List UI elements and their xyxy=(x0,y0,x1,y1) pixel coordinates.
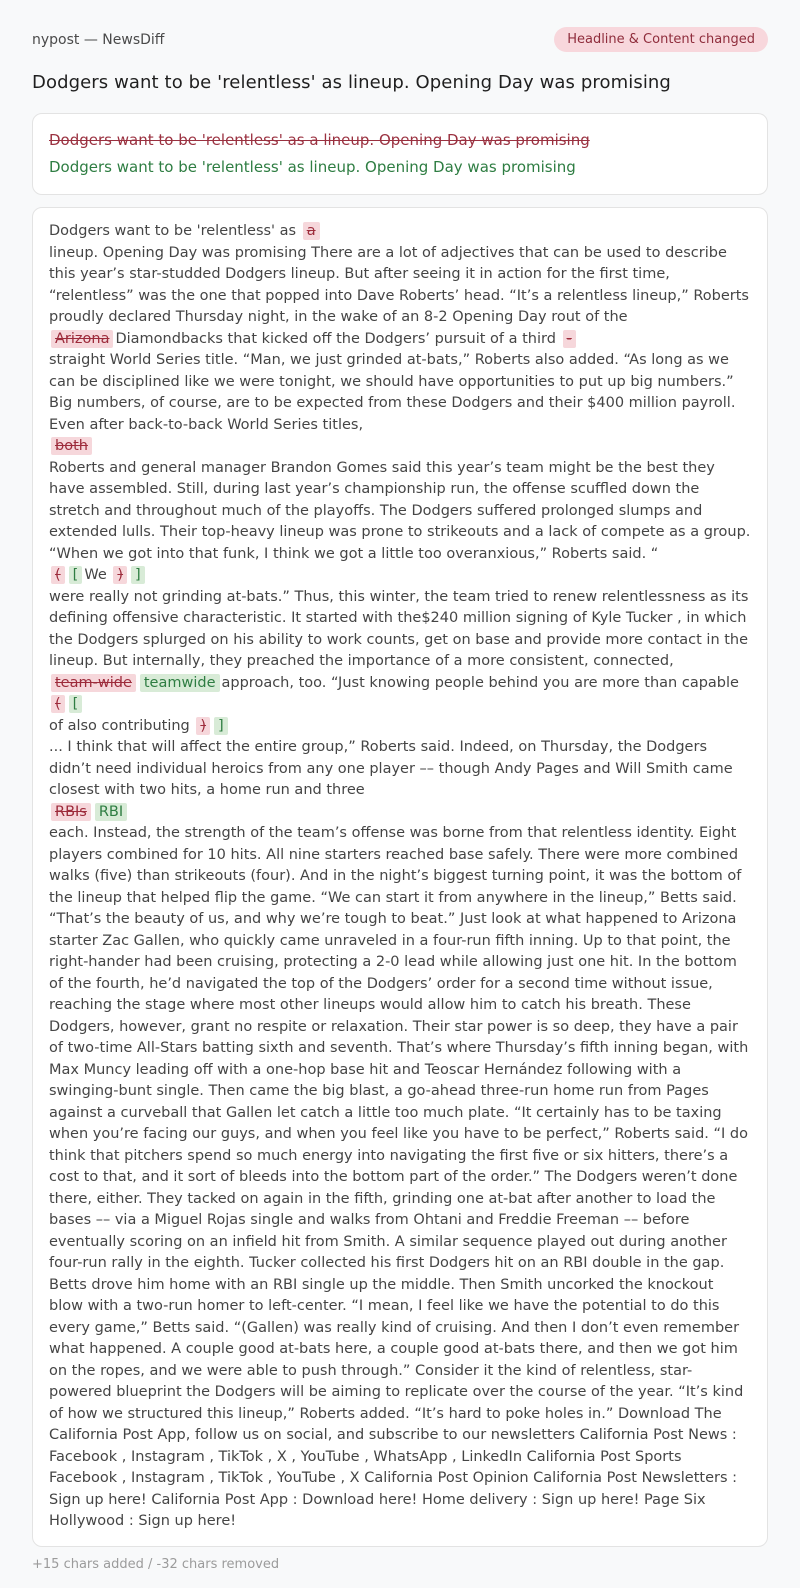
unchanged-text: Roberts and general manager Brandon Gomes said this year’s team might be the best they have assembled. Still, during last year’s championship run, the offense scuffled down the stretch and throughout much of the playoffs. The Dodgers suffered prolonged slumps and extended lulls. Their top-heavy lineup was prone to strikeouts and a lack of compete as a group. “When we got into that funk, I think we got a little too overanxious,” Roberts said. “ xyxy=(49,459,751,562)
removed-text: Arizona xyxy=(51,330,113,348)
removed-text: ( xyxy=(51,566,65,584)
unchanged-text: straight World Series title. “Man, we just grinded at-bats,” Roberts also added. “As long as we can be disciplined like we were tonight, we should have opportunities to put up big numbers.” Big numbers, of course, are to be expected from these Dodgers and their $400 million payroll. Even after back-to-back World Series titles, xyxy=(49,352,736,433)
article-diff-card xyxy=(32,207,768,1547)
page-title: Dodgers want to be 'relentless' as lineup. Opening Day was promising xyxy=(32,72,671,93)
source-label: nypost — NewsDiff xyxy=(32,31,165,48)
status-badge: Headline & Content changed xyxy=(554,27,768,52)
unchanged-text: Diamondbacks that kicked off the Dodgers’ pursuit of a third xyxy=(115,330,556,347)
removed-text: team-wide xyxy=(51,674,136,692)
article-diff-body xyxy=(49,221,751,1533)
added-text: teamwide xyxy=(140,674,220,692)
removed-text: ) xyxy=(196,717,210,735)
removed-text: - xyxy=(563,330,576,348)
unchanged-text: Dodgers want to be 'relentless' as xyxy=(49,223,297,239)
removed-text: ( xyxy=(51,695,65,713)
removed-text: both xyxy=(51,437,92,455)
unchanged-text: of also contributing xyxy=(49,717,190,734)
headline-old: Dodgers want to be 'relentless' as a lineup. Opening Day was promising xyxy=(49,131,590,149)
headline-new: Dodgers want to be 'relentless' as lineup. Opening Day was promising xyxy=(49,158,576,176)
header xyxy=(32,27,768,52)
removed-text: RBIs xyxy=(51,803,91,821)
unchanged-text: ... I think that will affect the entire group,” Roberts said. Indeed, on Thursday, the Dodgers didn’t need individual heroics from any one player –– though Andy Pages and Will Smith came closest with two hits, a home run and three xyxy=(49,739,733,798)
added-text: [ xyxy=(69,695,83,713)
unchanged-text: We xyxy=(84,567,107,583)
unchanged-text: were really not grinding at-bats.” Thus, this winter, the team tried to renew relentlessness as its defining offensive characteristic. It started with the$240 million signing of Kyle Tucker , in which the Dodgers splurged on his ability to work counts, get on base and provide more contact in the lineup. But internally, they preached the importance of a more consistent, connected, xyxy=(49,588,749,669)
unchanged-text: approach, too. “Just knowing people behind you are more than capable xyxy=(221,674,739,691)
removed-text: ) xyxy=(113,566,127,584)
unchanged-text: lineup. Opening Day was promising There are a lot of adjectives that can be used to describe this year’s star-studded Dodgers lineup. But after seeing it in action for the first time, “relentless” was the one that popped into Dave Roberts’ head. “It’s a relentless lineup,” Roberts proudly declared Thursday night, in the wake of an 8-2 Opening Day rout of the xyxy=(49,244,749,325)
removed-text: a xyxy=(303,222,320,240)
unchanged-text: each. Instead, the strength of the team’s offense was borne from that relentless identity. Eight players combined for 10 hits. All nine starters reached base safely. There were more combined walks (five) than strikeouts (four). And in the night’s biggest turning point, it was the bottom of the lineup that helped flip the game. “We can start it from anywhere in the lineup,” Betts said. “That’s the beauty of us, and why we’re tough to beat.” Just look at what happened to Arizona starter Zac Gallen, who quickly came unraveled in a four-run fifth inning. Up to that point, the right-hander had been cruising, protecting a 2-0 lead while allowing just one hit. In the bottom of the fourth, he’d navigated the top of the Dodgers’ order for a second time without issue, reaching the stage where most other lineups would allow him to catch his breath. These Dodgers, however, grant no respite or relaxation. Their star power is so deep, they have a pair of two-time All-Stars batting sixth and seventh. That’s where Thursday’s fifth inning began, with Max Muncy leading off with a one-hop base hit and Teoscar Hernández following with a swinging-bunt single. Then came the big blast, a go-ahead three-run home run from Pages against a curveball that Gallen let catch a little too much plate. “It certainly has to be taxing when you’re facing our guys, and when you feel like you have to be perfect,” Roberts said. “I do think that pitchers spend so much energy into navigating the first five or six hitters, there’s a cost to that, and it sort of bleeds into the bottom part of the order.” The Dodgers weren’t done there, either. They tacked on again in the fifth, grinding one at-bat after another to load the bases –– via a Miguel Rojas single and walks from Ohtani and Freddie Freeman –– before eventually scoring on an infield hit from Smith. A similar sequence played out during another four-run rally in the eighth. Tucker collected his first Dodgers hit on an RBI double in the gap. Betts drove him home with an RBI single up the middle. Then Smith uncorked the knockout blow with a two-run homer to left-center. “I mean, I feel like we have the potential to do this every game,” Betts said. “(Gallen) was really kind of cruising. And then I don’t even remember what happened. A couple good at-bats here, a couple good at-bats there, and then we got him on the ropes, and we were able to push through.” Consider it the kind of relentless, star-powered blueprint the Dodgers will be aiming to replicate over the course of the year. “It’s kind of how we structured this lineup,” Roberts added. “It’s hard to poke holes in.” Download The California Post App, follow us on social, and subscribe to our newsletters California Post News : Facebook , Instagram , TikTok , X , YouTube , WhatsApp , LinkedIn California Post Sports Facebook , Instagram , TikTok , YouTube , X California Post Opinion California Post Newsletters : Sign up here! California Post App : Download here! Home delivery : Sign up here! Page Six Hollywood : Sign up here! xyxy=(49,825,749,1529)
added-text: RBI xyxy=(95,803,127,821)
added-text: ] xyxy=(131,566,145,584)
added-text: ] xyxy=(214,717,228,735)
headline-diff-card xyxy=(32,113,768,195)
diff-summary: +15 chars added / -32 chars removed xyxy=(32,1556,280,1572)
added-text: [ xyxy=(69,566,83,584)
